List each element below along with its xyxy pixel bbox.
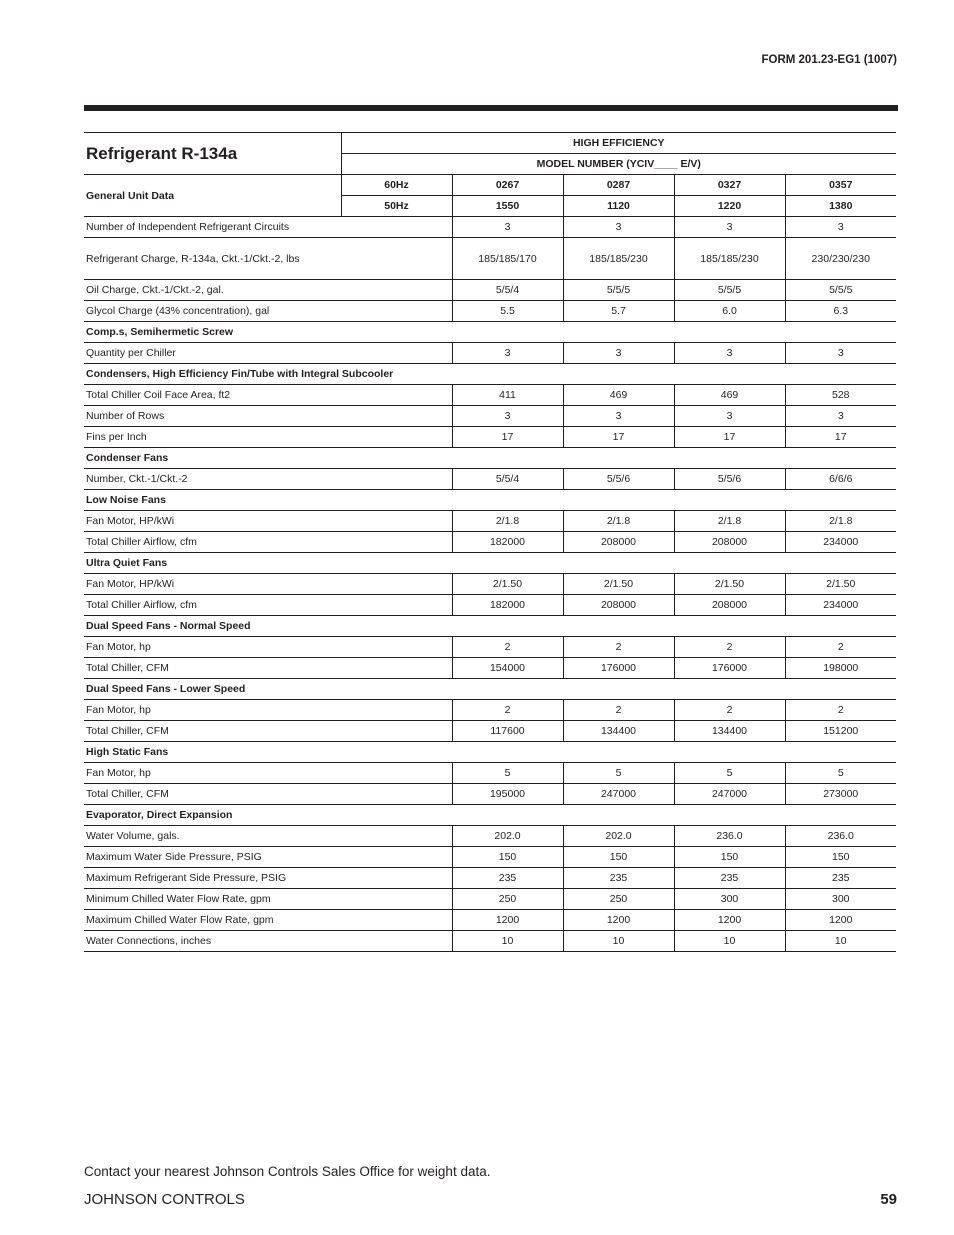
row-value: 208000 <box>563 532 674 553</box>
row-value: 6.3 <box>785 301 896 322</box>
row-value: 5/5/6 <box>674 469 785 490</box>
row-value: 5.5 <box>452 301 563 322</box>
section-header-row <box>84 448 896 469</box>
row-value: 182000 <box>452 532 563 553</box>
row-label: Fan Motor, HP/kWi <box>84 574 452 595</box>
table-row <box>84 847 896 868</box>
row-label: Total Chiller, CFM <box>84 658 452 679</box>
row-label: Maximum Refrigerant Side Pressure, PSIG <box>84 868 452 889</box>
row-value: 195000 <box>452 784 563 805</box>
row-value: 176000 <box>563 658 674 679</box>
section-header-row <box>84 322 896 343</box>
footer-brand: JOHNSON CONTROLS <box>84 1191 245 1208</box>
section-label: Dual Speed Fans - Normal Speed <box>84 616 896 637</box>
row-value: 2/1.8 <box>452 511 563 532</box>
row-label: Water Connections, inches <box>84 931 452 952</box>
row-label: Number of Independent Refrigerant Circuits <box>84 217 452 238</box>
row-value: 3 <box>452 406 563 427</box>
table-row <box>84 700 896 721</box>
row-value: 5 <box>452 763 563 784</box>
row-value: 185/185/230 <box>674 238 785 280</box>
section-header-row <box>84 679 896 700</box>
row-value: 10 <box>674 931 785 952</box>
row-value: 151200 <box>785 721 896 742</box>
row-value: 5/5/5 <box>785 280 896 301</box>
table-row <box>84 238 896 280</box>
row-value: 182000 <box>452 595 563 616</box>
row-value: 150 <box>674 847 785 868</box>
row-value: 235 <box>563 868 674 889</box>
row-value: 176000 <box>674 658 785 679</box>
row-label: Water Volume, gals. <box>84 826 452 847</box>
row-value: 2/1.8 <box>674 511 785 532</box>
row-value: 208000 <box>563 595 674 616</box>
section-label: Evaporator, Direct Expansion <box>84 805 896 826</box>
row-value: 528 <box>785 385 896 406</box>
table-row <box>84 427 896 448</box>
row-value: 208000 <box>674 532 785 553</box>
table-row <box>84 763 896 784</box>
row-value: 2/1.50 <box>674 574 785 595</box>
row-label: Fan Motor, hp <box>84 637 452 658</box>
table-row <box>84 280 896 301</box>
table-row <box>84 658 896 679</box>
row-label: Fan Motor, hp <box>84 763 452 784</box>
row-value: 3 <box>785 406 896 427</box>
row-value: 5/5/6 <box>563 469 674 490</box>
row-value: 2 <box>452 700 563 721</box>
row-value: 1200 <box>674 910 785 931</box>
row-value: 3 <box>563 343 674 364</box>
row-value: 3 <box>452 217 563 238</box>
section-header-row <box>84 490 896 511</box>
row-value: 411 <box>452 385 563 406</box>
table-row <box>84 595 896 616</box>
row-value: 10 <box>785 931 896 952</box>
row-value: 1200 <box>563 910 674 931</box>
row-label: Maximum Water Side Pressure, PSIG <box>84 847 452 868</box>
model-50hz: 1550 <box>452 196 563 217</box>
model-60hz: 0357 <box>785 175 896 196</box>
row-value: 247000 <box>674 784 785 805</box>
table-title: Refrigerant R-134a <box>84 133 341 175</box>
row-value: 2/1.8 <box>785 511 896 532</box>
row-value: 150 <box>563 847 674 868</box>
table-row <box>84 868 896 889</box>
row-value: 273000 <box>785 784 896 805</box>
row-value: 3 <box>563 217 674 238</box>
row-value: 10 <box>563 931 674 952</box>
row-value: 202.0 <box>452 826 563 847</box>
row-value: 236.0 <box>674 826 785 847</box>
section-header-row <box>84 364 896 385</box>
row-label: Number of Rows <box>84 406 452 427</box>
row-value: 234000 <box>785 595 896 616</box>
row-label: Total Chiller Airflow, cfm <box>84 532 452 553</box>
model-60hz: 0287 <box>563 175 674 196</box>
row-label: Total Chiller, CFM <box>84 721 452 742</box>
row-label: Fan Motor, HP/kWi <box>84 511 452 532</box>
section-header-row <box>84 616 896 637</box>
row-value: 235 <box>785 868 896 889</box>
row-value: 300 <box>674 889 785 910</box>
table-row <box>84 637 896 658</box>
section-header-row <box>84 553 896 574</box>
row-value: 2/1.8 <box>563 511 674 532</box>
row-label: Quantity per Chiller <box>84 343 452 364</box>
table-row <box>84 574 896 595</box>
row-value: 1200 <box>452 910 563 931</box>
footer-note: Contact your nearest Johnson Controls Sales Office for weight data. <box>84 1164 491 1179</box>
table-row <box>84 826 896 847</box>
model-number-header: MODEL NUMBER (YCIV____ E/V) <box>341 154 896 175</box>
row-value: 198000 <box>785 658 896 679</box>
model-50hz: 1120 <box>563 196 674 217</box>
row-label: Refrigerant Charge, R-134a, Ckt.-1/Ckt.-2, lbs <box>84 238 452 280</box>
row-value: 300 <box>785 889 896 910</box>
page-number: 59 <box>880 1191 897 1208</box>
model-50hz: 1380 <box>785 196 896 217</box>
row-value: 250 <box>452 889 563 910</box>
table-row <box>84 301 896 322</box>
row-value: 235 <box>452 868 563 889</box>
row-value: 5/5/4 <box>452 469 563 490</box>
row-value: 2/1.50 <box>452 574 563 595</box>
row-value: 5/5/4 <box>452 280 563 301</box>
table-body <box>84 217 896 952</box>
form-number: FORM 201.23-EG1 (1007) <box>761 54 897 66</box>
row-value: 469 <box>563 385 674 406</box>
row-label: Glycol Charge (43% concentration), gal <box>84 301 452 322</box>
row-value: 3 <box>674 406 785 427</box>
row-value: 5 <box>674 763 785 784</box>
section-label: Low Noise Fans <box>84 490 896 511</box>
row-value: 134400 <box>674 721 785 742</box>
model-50hz: 1220 <box>674 196 785 217</box>
model-60hz: 0267 <box>452 175 563 196</box>
table-row <box>84 469 896 490</box>
row-value: 17 <box>563 427 674 448</box>
row-value: 3 <box>452 343 563 364</box>
row-value: 234000 <box>785 532 896 553</box>
row-value: 17 <box>785 427 896 448</box>
row-label: Maximum Chilled Water Flow Rate, gpm <box>84 910 452 931</box>
row-value: 10 <box>452 931 563 952</box>
row-value: 3 <box>563 406 674 427</box>
row-value: 250 <box>563 889 674 910</box>
table-row <box>84 910 896 931</box>
section-label: Comp.s, Semihermetic Screw <box>84 322 896 343</box>
row-value: 17 <box>452 427 563 448</box>
row-label: Minimum Chilled Water Flow Rate, gpm <box>84 889 452 910</box>
row-value: 235 <box>674 868 785 889</box>
row-value: 2 <box>785 700 896 721</box>
row-value: 5 <box>563 763 674 784</box>
row-value: 2 <box>563 637 674 658</box>
section-header-row <box>84 742 896 763</box>
row-value: 202.0 <box>563 826 674 847</box>
row-value: 5/5/5 <box>674 280 785 301</box>
section-label: Condensers, High Efficiency Fin/Tube with Integral Subcooler <box>84 364 896 385</box>
row-value: 3 <box>674 217 785 238</box>
table-row <box>84 889 896 910</box>
row-value: 3 <box>674 343 785 364</box>
table-row <box>84 217 896 238</box>
row-value: 6.0 <box>674 301 785 322</box>
row-value: 208000 <box>674 595 785 616</box>
spec-table <box>84 132 896 952</box>
row-value: 230/230/230 <box>785 238 896 280</box>
table-row <box>84 385 896 406</box>
row-value: 469 <box>674 385 785 406</box>
row-value: 2 <box>452 637 563 658</box>
table-row <box>84 784 896 805</box>
table-row <box>84 931 896 952</box>
row-value: 2 <box>674 700 785 721</box>
row-value: 236.0 <box>785 826 896 847</box>
row-label: Fan Motor, hp <box>84 700 452 721</box>
row-value: 185/185/230 <box>563 238 674 280</box>
table-row <box>84 406 896 427</box>
row-label: Total Chiller Coil Face Area, ft2 <box>84 385 452 406</box>
row-label: Oil Charge, Ckt.-1/Ckt.-2, gal. <box>84 280 452 301</box>
section-label: Condenser Fans <box>84 448 896 469</box>
row-value: 150 <box>785 847 896 868</box>
row-value: 3 <box>785 343 896 364</box>
section-header-row <box>84 805 896 826</box>
row-value: 185/185/170 <box>452 238 563 280</box>
row-value: 3 <box>785 217 896 238</box>
table-row <box>84 532 896 553</box>
row-value: 134400 <box>563 721 674 742</box>
row-value: 154000 <box>452 658 563 679</box>
model-60hz: 0327 <box>674 175 785 196</box>
row-value: 1200 <box>785 910 896 931</box>
table-row <box>84 511 896 532</box>
row-label: Fins per Inch <box>84 427 452 448</box>
row-value: 2 <box>563 700 674 721</box>
row-value: 17 <box>674 427 785 448</box>
row-label: Total Chiller Airflow, cfm <box>84 595 452 616</box>
header-rule <box>84 105 898 111</box>
general-unit-data-label: General Unit Data <box>84 175 341 217</box>
row-value: 5/5/5 <box>563 280 674 301</box>
row-value: 2/1.50 <box>563 574 674 595</box>
efficiency-header: HIGH EFFICIENCY <box>341 133 896 154</box>
row-value: 5 <box>785 763 896 784</box>
table-row <box>84 343 896 364</box>
section-label: Dual Speed Fans - Lower Speed <box>84 679 896 700</box>
row-value: 2 <box>674 637 785 658</box>
row-value: 2 <box>785 637 896 658</box>
hz60-label: 60Hz <box>341 175 452 196</box>
table-row <box>84 721 896 742</box>
row-label: Number, Ckt.-1/Ckt.-2 <box>84 469 452 490</box>
hz50-label: 50Hz <box>341 196 452 217</box>
row-value: 5.7 <box>563 301 674 322</box>
row-value: 247000 <box>563 784 674 805</box>
section-label: Ultra Quiet Fans <box>84 553 896 574</box>
section-label: High Static Fans <box>84 742 896 763</box>
row-label: Total Chiller, CFM <box>84 784 452 805</box>
row-value: 150 <box>452 847 563 868</box>
row-value: 6/6/6 <box>785 469 896 490</box>
row-value: 117600 <box>452 721 563 742</box>
row-value: 2/1.50 <box>785 574 896 595</box>
